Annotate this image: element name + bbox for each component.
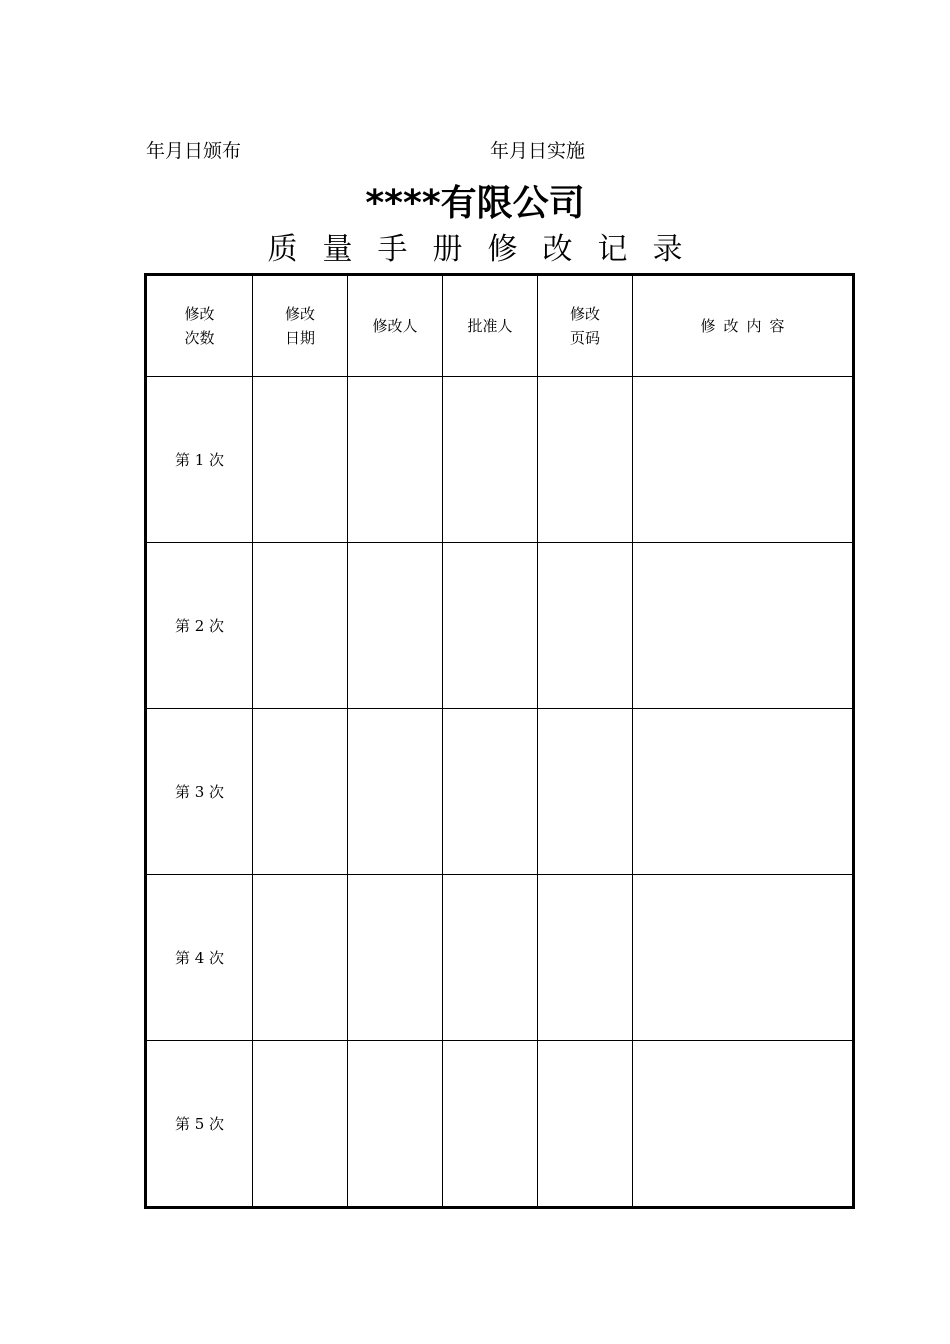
effective-date-label: 年月日实施 (490, 140, 586, 162)
approver-cell[interactable] (443, 875, 538, 1041)
header-line: 修改 (284, 305, 315, 323)
date-cell[interactable] (253, 709, 348, 875)
table-header-row (146, 275, 854, 377)
header-line: 日期 (284, 329, 315, 347)
revision-number-cell: 第 2 次 (146, 543, 253, 709)
approver-cell[interactable] (443, 377, 538, 543)
content-cell[interactable] (633, 543, 854, 709)
header-line: 页码 (569, 329, 600, 347)
approver-cell[interactable] (443, 1041, 538, 1208)
content-cell[interactable] (633, 875, 854, 1041)
header-line: 修改内容 (700, 317, 793, 335)
header-modifier (348, 275, 443, 377)
company-name: ****有限公司 (365, 183, 585, 224)
pages-cell[interactable] (538, 709, 633, 875)
date-cell[interactable] (253, 1041, 348, 1208)
content-cell[interactable] (633, 1041, 854, 1208)
modifier-cell[interactable] (348, 875, 443, 1041)
header-revision-count (146, 275, 253, 377)
header-revision-date (253, 275, 348, 377)
revision-number-cell: 第 5 次 (146, 1041, 253, 1208)
modifier-cell[interactable] (348, 377, 443, 543)
date-cell[interactable] (253, 543, 348, 709)
revision-number-cell: 第 4 次 (146, 875, 253, 1041)
date-cell[interactable] (253, 377, 348, 543)
issue-date-label: 年月日颁布 (146, 140, 242, 162)
table-row (146, 543, 854, 709)
approver-cell[interactable] (443, 709, 538, 875)
header-approver (443, 275, 538, 377)
revision-number-cell: 第 1 次 (146, 377, 253, 543)
table-row (146, 875, 854, 1041)
revision-record-table (144, 273, 855, 1209)
document-title: 质量手册修改记录 (267, 232, 708, 267)
table-row (146, 709, 854, 875)
content-cell[interactable] (633, 709, 854, 875)
modifier-cell[interactable] (348, 543, 443, 709)
header-line: 修改人 (372, 317, 418, 335)
header-page-number (538, 275, 633, 377)
content-cell[interactable] (633, 377, 854, 543)
pages-cell[interactable] (538, 875, 633, 1041)
pages-cell[interactable] (538, 377, 633, 543)
header-line: 次数 (184, 329, 215, 347)
pages-cell[interactable] (538, 1041, 633, 1208)
modifier-cell[interactable] (348, 709, 443, 875)
date-cell[interactable] (253, 875, 348, 1041)
header-line: 修改 (184, 305, 215, 323)
revision-number-cell: 第 3 次 (146, 709, 253, 875)
table-row (146, 377, 854, 543)
table-row (146, 1041, 854, 1208)
pages-cell[interactable] (538, 543, 633, 709)
header-revision-content (633, 275, 854, 377)
approver-cell[interactable] (443, 543, 538, 709)
header-line: 批准人 (467, 317, 513, 335)
header-line: 修改 (569, 305, 600, 323)
modifier-cell[interactable] (348, 1041, 443, 1208)
